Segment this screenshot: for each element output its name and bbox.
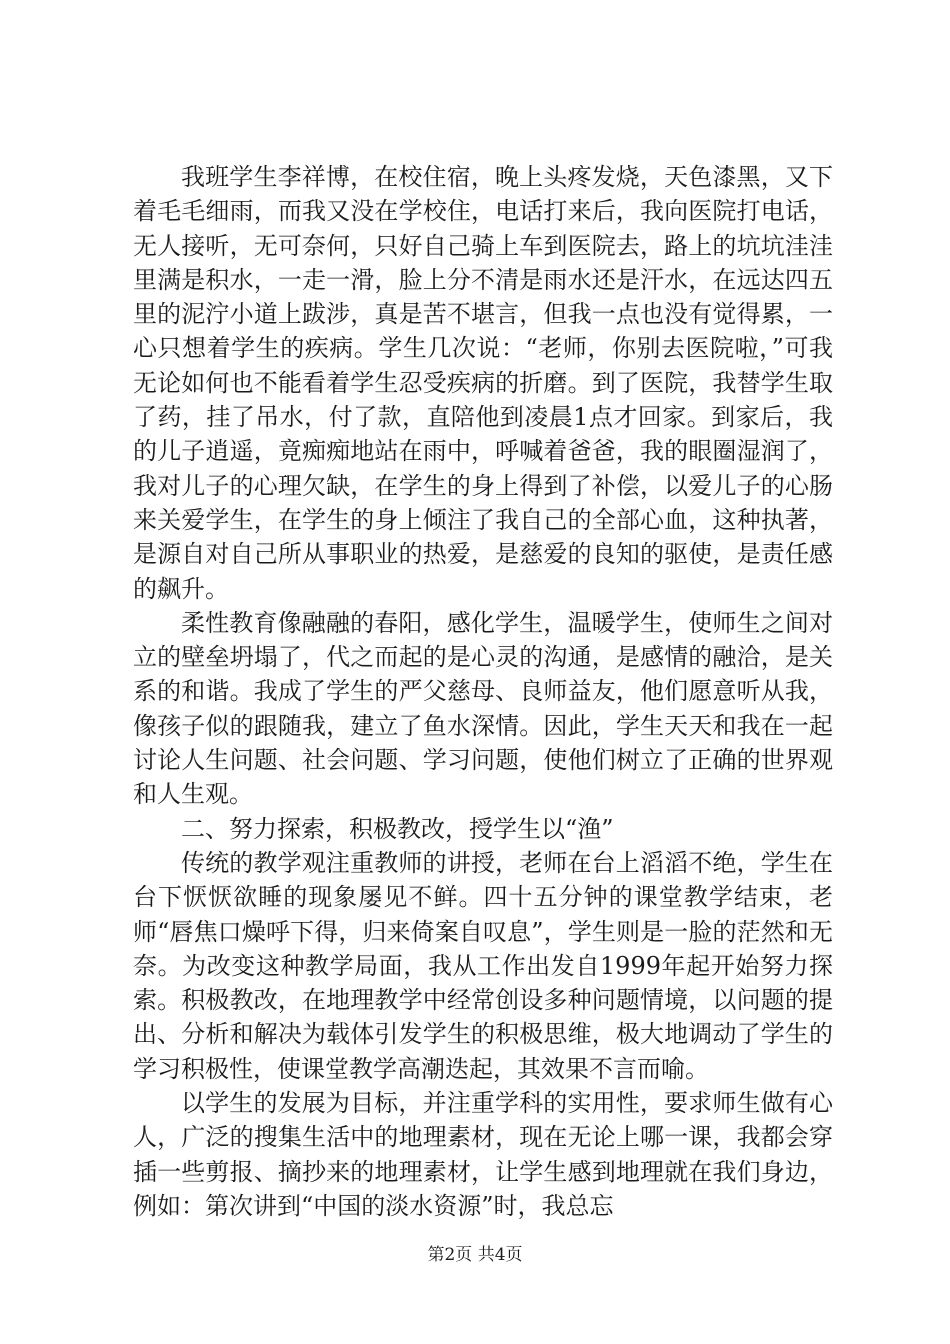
- section-heading: 二、努力探索，积极教改，授学生以“渔”: [181, 814, 614, 843]
- paragraph-2: 柔性教育像融融的春阳，感化学生，温暖学生，使师生之间对立的壁垒坍塌了，代之而起的是心灵的沟通，是感情的融洽，是关系的和谐。我成了学生的严父慈母、良师益友，他们愿意听从我，像孩子似的跟随我，建立了鱼水深情。因此，学生天天和我在一起讨论人生问题、社会问题、学习问题，使他们树立了正确的世界观和人生观。: [133, 608, 833, 809]
- paragraph-3: 传统的教学观注重教师的讲授，老师在台上滔滔不绝，学生在台下恹恹欲睡的现象屡见不鲜。四十五分钟的课堂教学结束，老师“唇焦口燥呼下得，归来倚案自叹息”，学生则是一脸的茫然和无奈。为改变这种教学局面，我从工作出发自1999年起开始努力探索。积极教改，在地理教学中经常创设多种问题情境，以问题的提出、分析和解决为载体引发学生的积极思维，极大地调动了学生的学习积极性，使课堂教学高潮迭起，其效果不言而喻。: [133, 848, 833, 1083]
- paragraph-1: 我班学生李祥博，在校住宿，晚上头疼发烧，天色漆黑，又下着毛毛细雨，而我又没在学校住，电话打来后，我向医院打电话，无人接听，无可奈何，只好自己骑上车到医院去，路上的坑坑洼洼里满是积水，一走一滑，脸上分不清是雨水还是汗水，在远达四五里的泥泞小道上跋涉，真是苦不堪言，但我一点也没有觉得累，一心只想着学生的疾病。学生几次说：“老师，你别去医院啦，”可我无论如何也不能看着学生忍受疾病的折磨。到了医院，我替学生取了药，挂了吊水，付了款，直陪他到凌晨1点才回家。到家后，我的儿子逍遥，竟痴痴地站在雨中，呼喊着爸爸，我的眼圈湿润了，我对儿子的心理欠缺，在学生的身上得到了补偿，以爱儿子的心肠来关爱学生，在学生的身上倾注了我自己的全部心血，这种执著，是源自对自己所从事职业的热爱，是慈爱的良知的驱使，是责任感的飙升。: [133, 163, 833, 603]
- paragraph-4: 以学生的发展为目标，并注重学科的实用性，要求师生做有心人，广泛的搜集生活中的地理素材，现在无论上哪一课，我都会穿插一些剪报、摘抄来的地理素材，让学生感到地理就在我们身边，例如：第次讲到“中国的淡水资源”时，我总忘: [133, 1089, 833, 1220]
- page-number-label: 第2页 共4页: [427, 1245, 523, 1265]
- page-footer: [0, 1243, 950, 1267]
- document-body: [133, 160, 833, 1223]
